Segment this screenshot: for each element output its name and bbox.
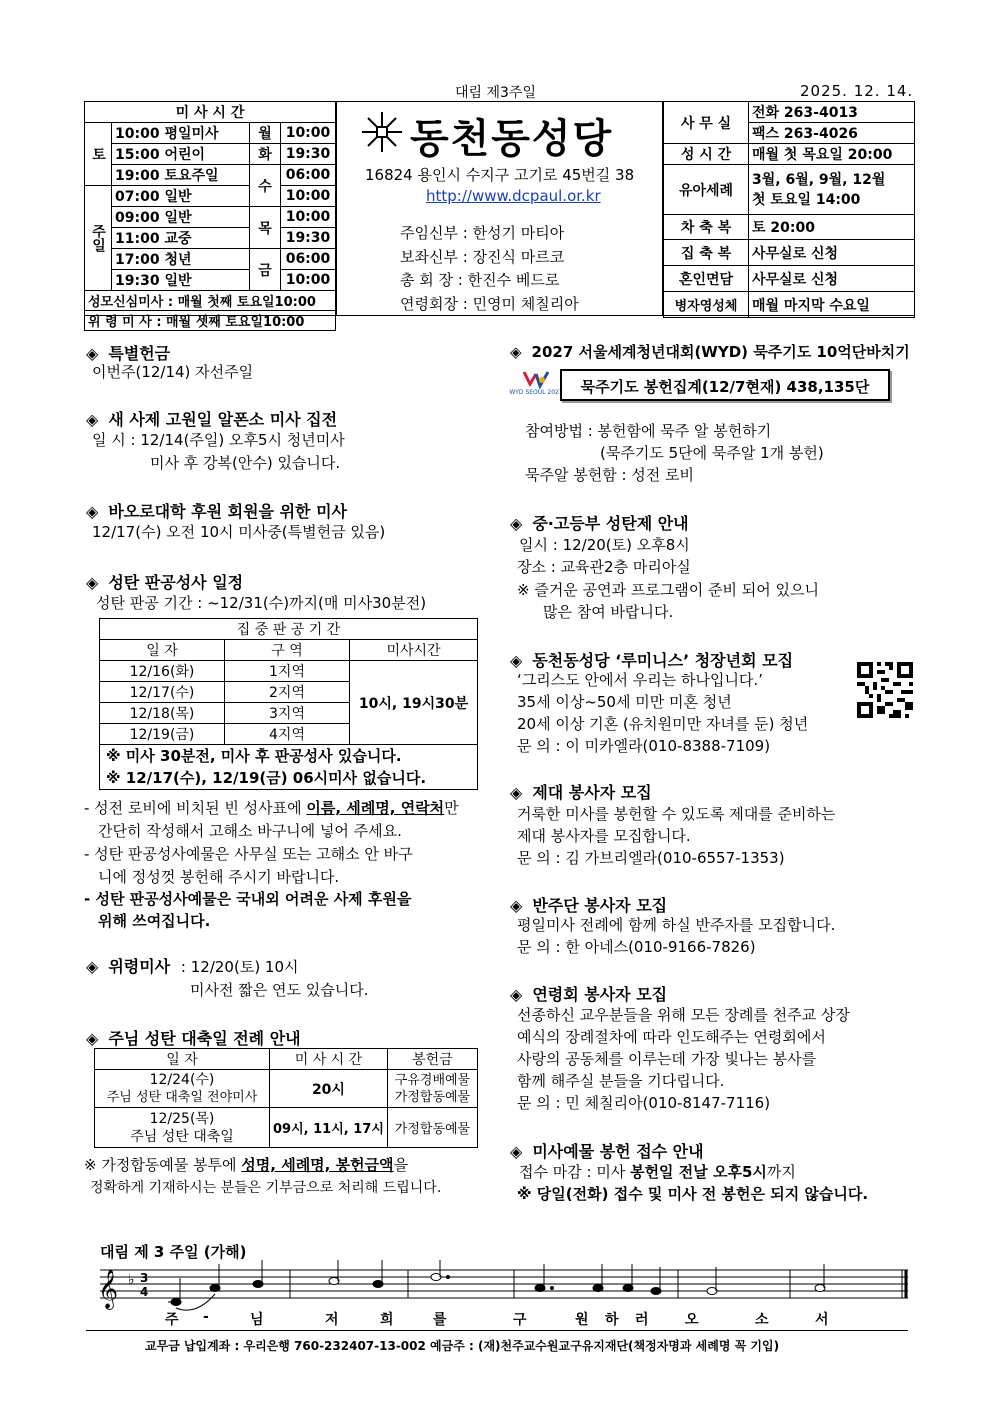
- office-label: 사 무 실: [664, 102, 749, 144]
- rosary-count-box: 묵주기도 봉헌집계(12/7현재) 438,135단: [560, 369, 890, 401]
- infant-baptism-label: 유아세례: [664, 165, 749, 215]
- luminis-line2: 35세 이상~50세 미만 미혼 청년: [517, 693, 732, 711]
- youth-christmas-line3: ※ 즐거운 공연과 프로그램이 준비 되어 있으니: [517, 581, 819, 599]
- table-row: 12/24(수) 주님 성탄 대축일 전야미사: [95, 1070, 270, 1108]
- altar-server-title: ◈ 제대 봉사자 모집: [510, 783, 652, 802]
- youth-christmas-line4: 많은 참여 바랍니다.: [543, 603, 674, 621]
- accompanist-title: ◈ 반주단 봉사자 모집: [510, 896, 668, 915]
- lyric-syllable: 서: [815, 1312, 829, 1328]
- weekday-fri-time-1: 06:00: [281, 249, 336, 270]
- new-priest-mass-line1: 일 시 : 12/14(주일) 오후5시 청년미사: [92, 431, 345, 449]
- weekday-thu-time-1: 10:00: [281, 207, 336, 228]
- lyric-syllable: 러: [635, 1312, 649, 1328]
- footer-divider: [86, 1330, 908, 1331]
- confession-notes: ※ 미사 30분전, 미사 후 판공성사 있습니다. ※ 12/17(수), 12/19(금) 06시미사 없습니다.: [100, 745, 478, 790]
- funeral-volunteer-line2: 예식의 장례절차에 따라 인도해주는 연령회에서: [517, 1028, 826, 1046]
- luminis-line4: 문 의 : 이 미카엘라(010-8388-7109): [517, 737, 771, 755]
- staff-row: 총 회 장 : 한진수 베드로: [400, 271, 560, 289]
- altar-server-line3: 문 의 : 김 가브리엘라(010-6557-1353): [517, 849, 785, 867]
- christmas-confession-title: ◈ 성탄 판공성사 일정: [86, 573, 244, 592]
- weekday-wed-time-1: 06:00: [281, 165, 336, 186]
- confession-mass-time: 10시, 19시30분: [350, 661, 478, 745]
- weekday-fri: 금: [250, 249, 281, 291]
- week-label: 대림 제3주일: [455, 85, 536, 101]
- confession-bullet-3: - 성탄 판공성사예물은 국내외 어려운 사제 후원을: [84, 890, 412, 908]
- luminis-line1: ‘그리스도 안에서 우리는 하나입니다.’: [517, 671, 763, 689]
- christmas-confession-period: 성탄 판공 기간 : ~12/31(수)까지(매 미사30분전): [96, 594, 427, 612]
- liturgy-note-2: 정확하게 기재하시는 분들은 기부금으로 처리해 드립니다.: [90, 1180, 442, 1196]
- marriage-interview-value: 사무실로 신청: [749, 266, 915, 292]
- funeral-volunteer-title: ◈ 연령회 봉사자 모집: [510, 985, 668, 1004]
- mass-offering-title: ◈ 미사예물 봉헌 접수 안내: [510, 1142, 704, 1161]
- lyric-syllable: 원: [575, 1312, 589, 1328]
- christmas-liturgy-title: ◈ 주님 성탄 대축일 전례 안내: [86, 1029, 301, 1048]
- church-website-link[interactable]: http://www.dcpaul.or.kr: [426, 187, 601, 205]
- requiem-mass-section: ◈ 위령미사 : 12/20(토) 10시: [86, 957, 299, 976]
- mass-schedule-table: [84, 101, 336, 331]
- confession-header-time: 미사시간: [350, 640, 478, 661]
- car-blessing-value: 토 20:00: [749, 215, 915, 240]
- office-phone: 전화 263-4013: [749, 102, 915, 123]
- holy-hour-value: 매월 첫 목요일 20:00: [749, 144, 915, 165]
- confession-table-title: 집 중 판 공 기 간: [100, 619, 478, 640]
- wyd-line3: 묵주알 봉헌함 : 성전 로비: [525, 466, 695, 484]
- svg-text:♭: ♭: [128, 1272, 135, 1288]
- lyric-syllable: 저: [325, 1312, 339, 1328]
- lyric-syllable: 를: [433, 1312, 447, 1328]
- accompanist-line1: 평일미사 전례에 함께 하실 반주자를 모집합니다.: [517, 916, 836, 934]
- confession-schedule-table: [99, 618, 478, 790]
- confession-bullet-2: - 성탄 판공성사예물은 사무실 또는 고해소 안 바구: [84, 845, 413, 863]
- funeral-volunteer-line3: 사랑의 공동체를 이루는데 가장 빛나는 봉사를: [517, 1050, 817, 1068]
- mass-schedule-title: 미 사 시 간: [85, 102, 336, 123]
- mass-extra-1: 성모신심미사 : 매월 첫째 토요일10:00: [85, 291, 336, 311]
- svg-text:WYD SEOUL 2027: WYD SEOUL 2027: [509, 389, 563, 396]
- lyric-syllable: 주: [165, 1312, 179, 1328]
- table-row: 4지역: [225, 724, 350, 745]
- table-row: 12/25(목) 주님 성탄 대축일: [95, 1108, 270, 1148]
- footer-account-info: 교무금 납입계좌 : 우리은행 760-232407-13-002 예금주 : (재)천주교수원교구유지재단(책정자명과 세례명 꼭 기입): [145, 1339, 780, 1353]
- accompanist-line2: 문 의 : 한 아네스(010-9166-7826): [517, 938, 756, 956]
- svg-text:4: 4: [140, 1285, 149, 1299]
- new-priest-mass-title: ◈ 새 사제 고원일 알폰소 미사 집전: [86, 410, 338, 429]
- lyric-syllable: 하: [605, 1312, 619, 1328]
- wyd-title: ◈ 2027 서울세계청년대회(WYD) 묵주기도 10억단바치기: [510, 343, 910, 361]
- car-blessing-label: 차 축 복: [664, 215, 749, 240]
- liturgy-header-date: 일 자: [95, 1049, 270, 1070]
- mass-extra-2: 위 령 미 사 : 매월 셋째 토요일10:00: [85, 311, 336, 331]
- youth-christmas-line1: 일시 : 12/20(토) 오후8시: [519, 536, 690, 554]
- sick-communion-value: 매월 마지막 수요일: [749, 292, 915, 318]
- svg-text:3: 3: [140, 1271, 149, 1285]
- weekday-wed: 수: [250, 165, 281, 207]
- table-row: 12/18(목): [100, 703, 225, 724]
- table-row: 12/16(화): [100, 661, 225, 682]
- mass-sat-0: 10:00 평일미사: [112, 123, 250, 144]
- table-row: 2지역: [225, 682, 350, 703]
- luminis-line3: 20세 이상 기혼 (유치원미만 자녀를 둔) 청년: [517, 715, 809, 733]
- requiem-mass-line2: 미사전 짧은 연도 있습니다.: [190, 981, 369, 999]
- funeral-volunteer-line1: 선종하신 교우분들을 위해 모든 장례를 천주교 상장: [517, 1006, 850, 1024]
- qr-code-icon[interactable]: [857, 662, 913, 718]
- holy-hour-label: 성 시 간: [664, 144, 749, 165]
- staff-row: 주임신부 : 한성기 마티아: [400, 224, 565, 242]
- table-row: 12/19(금): [100, 724, 225, 745]
- table-row: 구유경배예물 가정합동예물: [387, 1070, 477, 1108]
- lyric-syllable: -: [203, 1309, 209, 1325]
- office-info-table: [663, 101, 915, 318]
- liturgy-header-offering: 봉헌금: [387, 1049, 477, 1070]
- sunday-label: 주일: [85, 186, 112, 291]
- liturgy-header-time: 미 사 시 간: [270, 1049, 388, 1070]
- svg-text:𝄞: 𝄞: [98, 1269, 119, 1309]
- weekday-thu-time-2: 19:30: [281, 228, 336, 249]
- luminis-title: ◈ 동천동성당 ‘루미니스’ 청장년회 모집: [510, 651, 794, 670]
- lyric-syllable: 오: [685, 1312, 699, 1328]
- mass-offering-line1: 접수 마감 : 미사 봉헌일 전날 오후5시까지: [519, 1163, 796, 1181]
- table-row: 1지역: [225, 661, 350, 682]
- funeral-volunteer-line4: 함께 해주실 분들을 기다립니다.: [517, 1072, 725, 1090]
- altar-server-line2: 제대 봉사자를 모집합니다.: [517, 827, 691, 845]
- special-offering-title: ◈ 특별헌금: [86, 344, 171, 363]
- mass-offering-line2: ※ 당일(전화) 접수 및 미사 전 봉헌은 되지 않습니다.: [517, 1185, 869, 1203]
- special-offering-body: 이번주(12/14) 자선주일: [92, 363, 254, 381]
- confession-bullet-3b: 위해 쓰여집니다.: [98, 912, 211, 930]
- bulletin-date: 2025. 12. 14.: [800, 82, 914, 100]
- marriage-interview-label: 혼인면담: [664, 266, 749, 292]
- staff-row: 연령회장 : 민영미 체칠리아: [400, 294, 579, 313]
- lyric-syllable: 구: [513, 1312, 527, 1328]
- christmas-liturgy-table: [94, 1048, 478, 1148]
- wyd-line1: 참여방법 : 봉헌함에 묵주 알 봉헌하기: [525, 422, 772, 440]
- liturgy-note-1: ※ 가정합동예물 봉투에 성명, 세례명, 봉헌금액을: [84, 1156, 409, 1174]
- confession-header-zone: 구 역: [225, 640, 350, 661]
- weekday-mon-time: 10:00: [281, 123, 336, 144]
- table-row: 3지역: [225, 703, 350, 724]
- sick-communion-label: 병자영성체: [664, 292, 749, 318]
- confession-bullet-1: - 성전 로비에 비치된 빈 성사표에 이름, 세례명, 연락처만: [84, 799, 459, 817]
- youth-christmas-title: ◈ 중·고등부 성탄제 안내: [510, 514, 689, 533]
- mass-sun-4: 19:30 일반: [112, 270, 250, 291]
- staff-row: 보좌신부 : 장진식 마르코: [400, 247, 565, 266]
- mass-sun-3: 17:00 청년: [112, 249, 250, 270]
- office-fax: 팩스 263-4026: [749, 123, 915, 144]
- paul-univ-mass-body: 12/17(수) 오전 10시 미사중(특별헌금 있음): [92, 523, 386, 541]
- confession-bullet-2b: 니에 정성껏 봉헌해 주시기 바랍니다.: [98, 868, 340, 886]
- weekday-fri-time-2: 10:00: [281, 270, 336, 291]
- weekday-wed-time-2: 10:00: [281, 186, 336, 207]
- music-lyrics: [165, 1309, 865, 1331]
- infant-baptism-value: 3월, 6월, 9월, 12월 첫 토요일 14:00: [749, 165, 915, 215]
- header-divider: [336, 101, 663, 316]
- paul-univ-mass-title: ◈ 바오로대학 후원 회원을 위한 미사: [86, 502, 347, 521]
- weekday-mon: 월: [250, 123, 281, 144]
- table-row: 20시: [270, 1070, 388, 1108]
- weekday-tue: 화: [250, 144, 281, 165]
- house-blessing-value: 사무실로 신청: [749, 240, 915, 266]
- saturday-label: 토: [85, 123, 112, 186]
- mass-sun-0: 07:00 일반: [112, 186, 250, 207]
- table-row: 가정합동예물: [387, 1108, 477, 1148]
- mass-sun-2: 11:00 교중: [112, 228, 250, 249]
- table-row: 09시, 11시, 17시: [270, 1108, 388, 1148]
- lyric-syllable: 희: [380, 1312, 394, 1328]
- new-priest-mass-line2: 미사 후 강복(안수) 있습니다.: [150, 454, 341, 472]
- church-address: 16824 용인시 수지구 고기로 45번길 38: [365, 166, 635, 184]
- mass-sat-1: 15:00 어린이: [112, 144, 250, 165]
- church-name: 동천동성당: [410, 115, 614, 162]
- wyd-line2: (묵주기도 5단에 묵주알 1개 봉헌): [600, 444, 824, 462]
- music-title: 대림 제 3 주일 (가해): [100, 1243, 247, 1261]
- mass-sun-1: 09:00 일반: [112, 207, 250, 228]
- wyd-logo-icon: [509, 366, 563, 402]
- mass-sat-2: 19:00 토요주일: [112, 165, 250, 186]
- confession-bullet-1b: 간단히 작성해서 고해소 바구니에 넣어 주세요.: [98, 822, 402, 840]
- weekday-thu: 목: [250, 207, 281, 249]
- funeral-volunteer-line5: 문 의 : 민 체칠리아(010-8147-7116): [517, 1094, 771, 1112]
- lyric-syllable: 님: [250, 1312, 264, 1328]
- weekday-tue-time: 19:30: [281, 144, 336, 165]
- table-row: 12/17(수): [100, 682, 225, 703]
- house-blessing-label: 집 축 복: [664, 240, 749, 266]
- lyric-syllable: 소: [755, 1312, 769, 1328]
- youth-christmas-line2: 장소 : 교육관2층 마리아실: [517, 558, 691, 576]
- confession-header-date: 일 자: [100, 640, 225, 661]
- altar-server-line1: 거룩한 미사를 봉헌할 수 있도록 제대를 준비하는: [517, 805, 836, 823]
